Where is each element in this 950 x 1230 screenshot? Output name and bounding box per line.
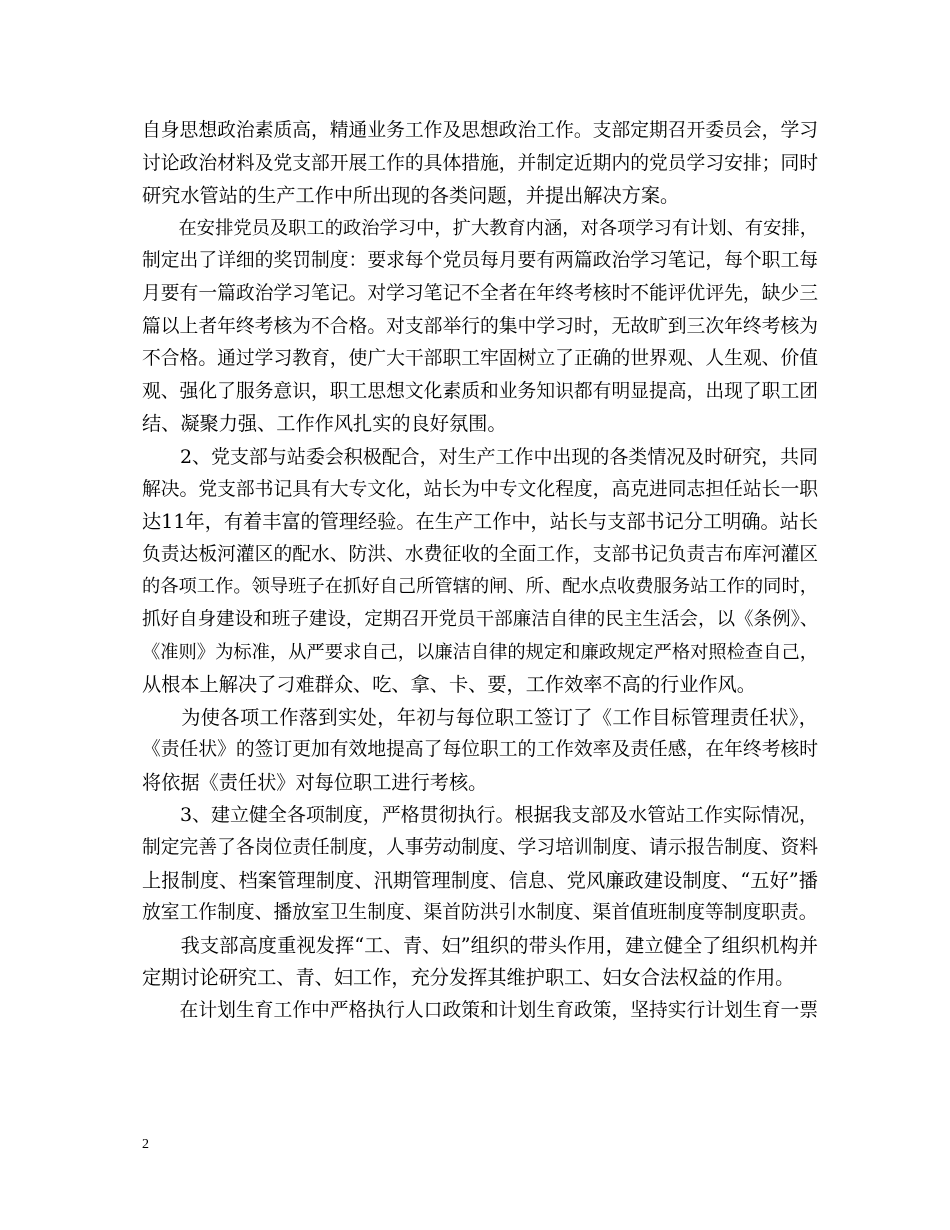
text-line: 3、建立健全各项制度，严格贯彻执行。根据我支部及水管站工作实际情况， [142,804,818,827]
text-line: 负责达板河灌区的配水、防洪、水费征收的全面工作，支部书记负责吉布库河灌区 [142,543,818,565]
text-line: 篇以上者年终考核为不合格。对支部举行的集中学习时，无故旷到三次年终考核为 [142,315,818,337]
paragraph [142,441,818,702]
text-line: 制定出了详细的奖罚制度：要求每个党员每月要有两篇政治学习笔记，每个职工每 [142,250,818,272]
text-line: 自身思想政治素质高，精通业务工作及思想政治工作。支部定期召开委员会，学习 [142,120,818,141]
text-line: 《准则》为标准，从严要求自己，以廉洁自律的规定和廉政规定严格对照检查自己， [142,641,818,663]
document-body [142,115,818,1028]
text-line: 的各项工作。领导班子在抓好自己所管辖的闸、所、配水点收费服务站工作的同时， [142,576,818,598]
text-line: 在计划生育工作中严格执行人口政策和计划生育政策，坚持实行计划生育一票 [142,1000,818,1022]
paragraph [142,930,818,995]
text-line: 达11年，有着丰富的管理经验。在生产工作中，站长与支部书记分工明确。站长 [142,510,818,534]
text-line: 2、党支部与站委会积极配合，对生产工作中出现的各类情况及时研究，共同 [142,445,818,468]
text-line: 观、强化了服务意识，职工思想文化素质和业务知识都有明显提高，出现了职工团 [142,380,818,402]
text-line: 研究水管站的生产工作中所出现的各类问题，并提出解决方案。 [142,184,680,208]
page-number: 2 [142,1137,149,1152]
paragraph [142,115,818,213]
text-line: 我支部高度重视发挥“工、青、妇”组织的带头作用，建立健全了组织机构并 [142,933,818,957]
text-line: 将依据《责任状》对每位职工进行考核。 [142,770,488,794]
text-line: 从根本上解决了刁难群众、吃、拿、卡、要，工作效率不高的行业作风。 [142,673,756,697]
text-line: 结、凝聚力强、工作作风扎实的良好氛围。 [142,412,507,436]
text-line: 月要有一篇政治学习笔记。对学习笔记不全者在年终考核时不能评优评先，缺少三 [142,282,818,304]
text-line: 上报制度、档案管理制度、汛期管理制度、信息、党风廉政建设制度、“五好”播 [142,868,818,892]
text-line: 放室工作制度、播放室卫生制度、渠首防洪引水制度、渠首值班制度等制度职责。 [142,902,818,924]
text-line: 定期讨论研究工、青、妇工作，充分发挥其维护职工、妇女合法权益的作用。 [142,966,795,990]
text-line: 不合格。通过学习教育，使广大干部职工牢固树立了正确的世界观、人生观、价值 [142,348,818,370]
paragraph [142,702,818,800]
text-line: 制定完善了各岗位责任制度，人事劳动制度、学习培训制度、请示报告制度、资料 [142,837,818,859]
text-line: 《责任状》的签订更加有效地提高了每位职工的工作效率及责任感，在年终考核时 [142,739,818,761]
text-line: 在安排党员及职工的政治学习中，扩大教育内涵，对各项学习有计划、有安排， [142,217,818,239]
text-line: 讨论政治材料及党支部开展工作的具体措施，并制定近期内的党员学习安排；同时 [142,152,818,174]
text-line: 解决。党支部书记具有大专文化，站长为中专文化程度，高克进同志担任站长一职 [142,478,818,500]
text-line: 为使各项工作落到实处，年初与每位职工签订了《工作目标管理责任状》， [142,705,818,729]
paragraph [142,799,818,929]
paragraph [142,213,818,441]
text-line: 抓好自身建设和班子建设，定期召开党员干部廉洁自律的民主生活会，以《条例》、 [142,608,819,630]
paragraph [142,995,818,1028]
